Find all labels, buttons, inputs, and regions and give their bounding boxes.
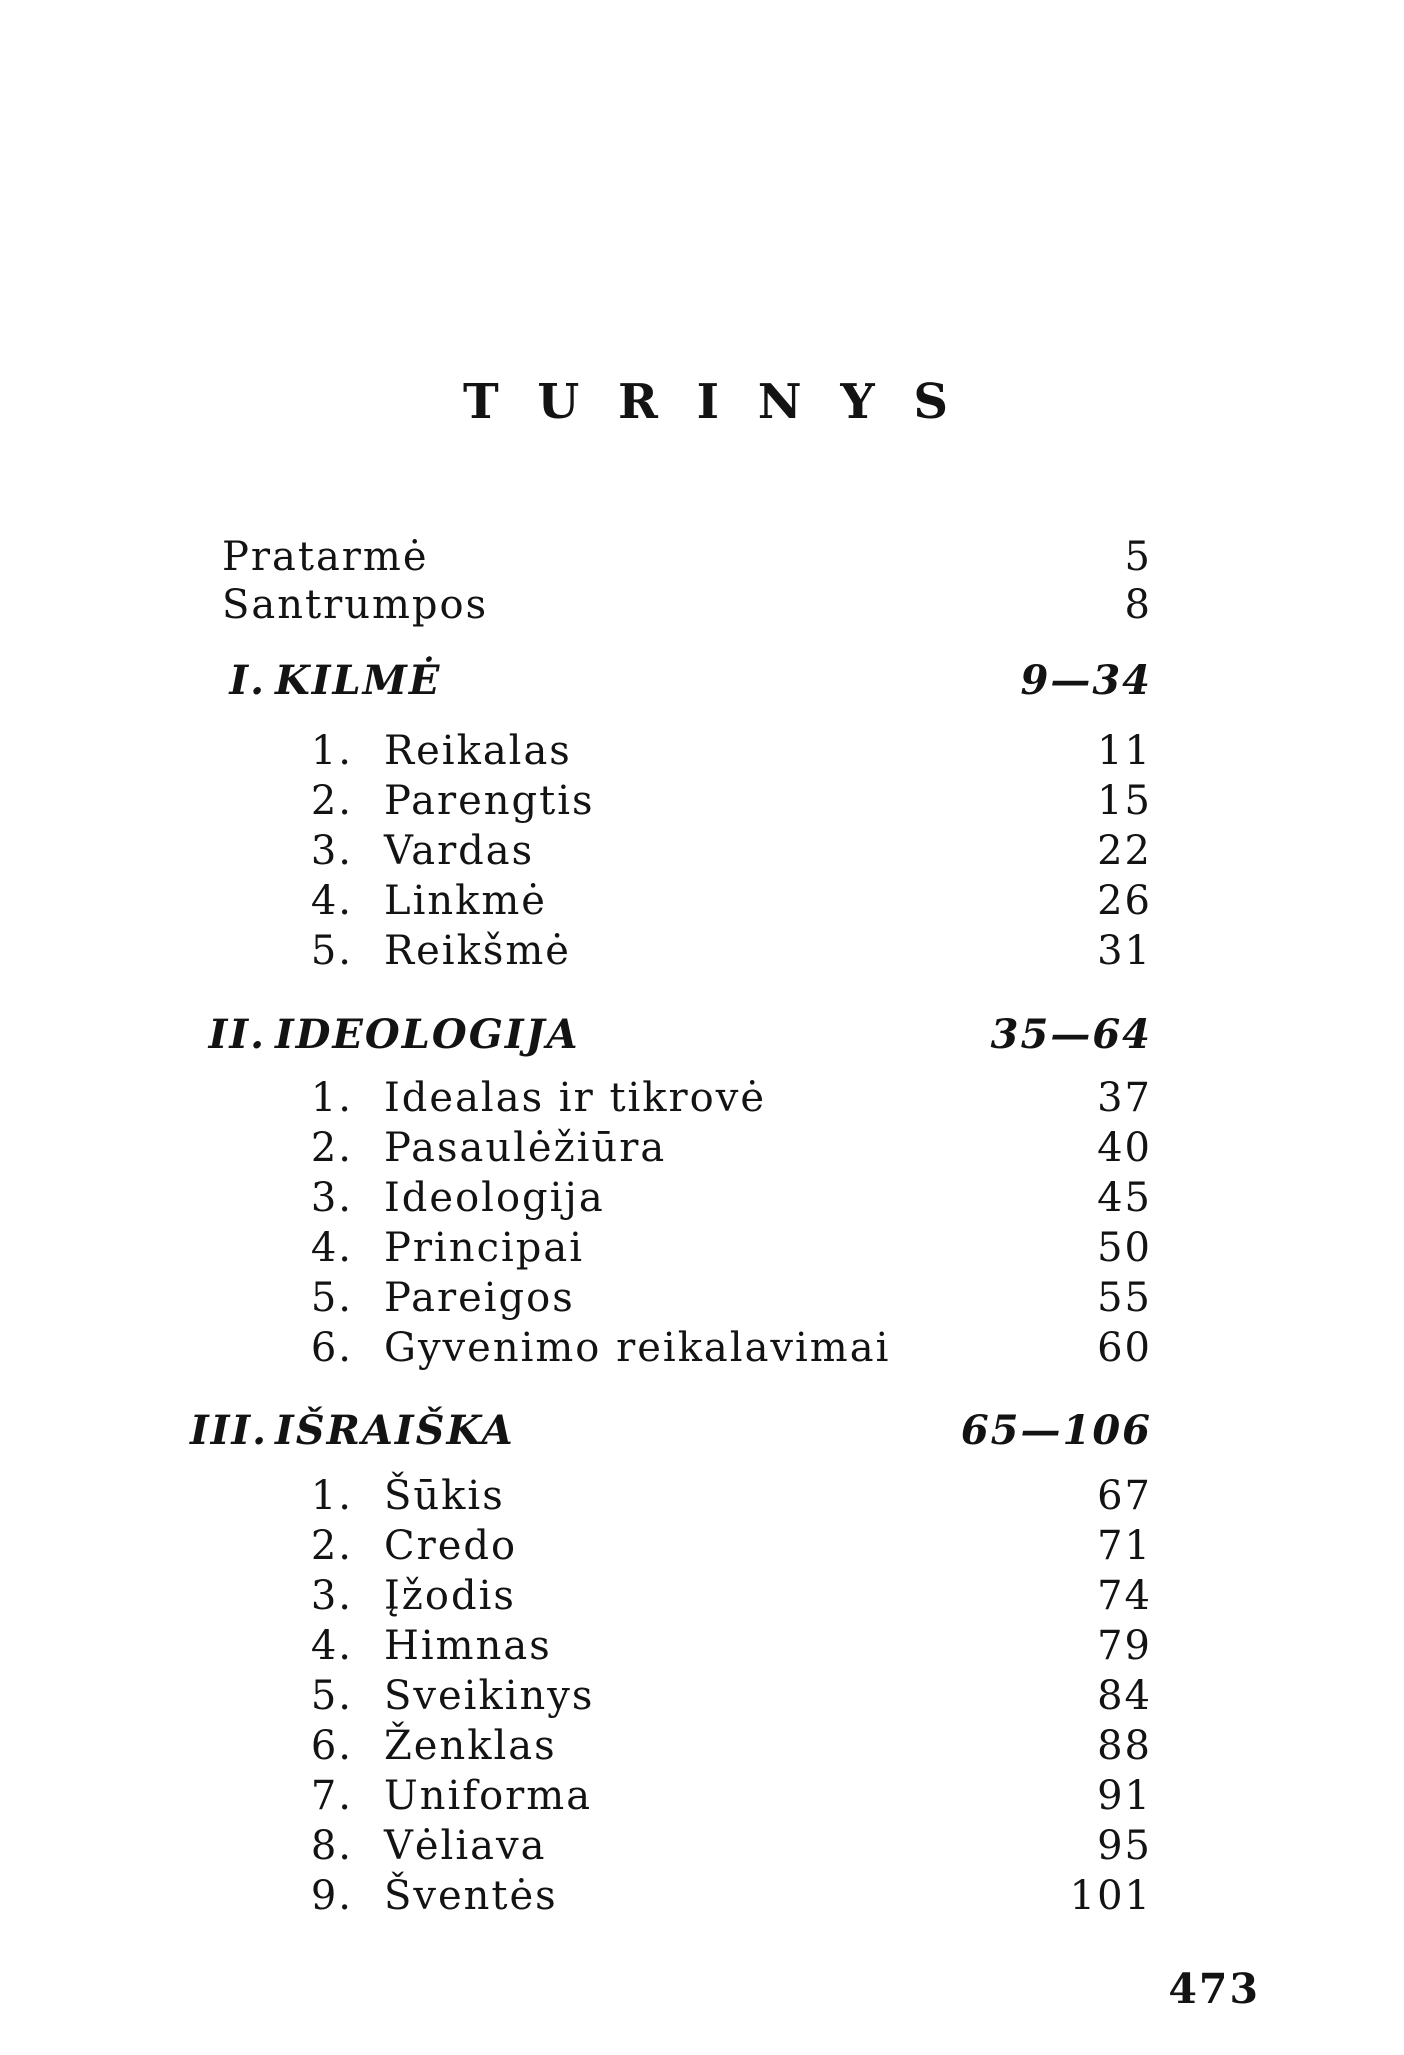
section-heading-left — [190, 1010, 580, 1060]
toc-item-title: Ideologija — [384, 1175, 605, 1221]
toc-item — [190, 826, 1152, 876]
toc-item-title: Vėliava — [384, 1823, 547, 1869]
toc-item-left — [190, 1671, 594, 1721]
toc-item-page: 88 — [1097, 1723, 1152, 1769]
toc-item-page: 91 — [1097, 1773, 1152, 1819]
section-heading-israiska — [190, 1406, 1152, 1456]
toc-item-title: Šūkis — [384, 1473, 505, 1519]
toc-item — [190, 1721, 1152, 1771]
toc-item-page: 26 — [1097, 878, 1152, 924]
toc-item-title: Įžodis — [384, 1573, 516, 1619]
toc-item-title: Himnas — [384, 1623, 552, 1669]
toc-item-page: 67 — [1097, 1473, 1152, 1519]
section-page-range: 9—34 — [1020, 657, 1152, 704]
toc-item-number: 1. — [310, 1473, 353, 1519]
toc-item-number: 2. — [310, 1125, 353, 1171]
section-title: KILMĖ — [275, 657, 442, 704]
toc-item — [190, 1521, 1152, 1571]
toc-item-page: 15 — [1097, 778, 1152, 824]
toc-item-left — [190, 1821, 546, 1871]
toc-item-page: 11 — [1097, 728, 1152, 774]
toc-item — [190, 1323, 1152, 1373]
toc-item-left — [190, 1173, 605, 1223]
section-heading-left — [190, 1406, 515, 1456]
toc-item-title: Linkmė — [384, 878, 547, 924]
toc-item-left — [190, 1571, 516, 1621]
toc-item-left — [190, 1123, 666, 1173]
toc-item-number: 2. — [310, 1523, 353, 1569]
section-numeral: II. — [208, 1011, 266, 1058]
toc-item-left — [190, 826, 534, 876]
toc-item-title: Reikšmė — [384, 928, 571, 974]
section-heading-ideologija — [190, 1010, 1152, 1060]
toc-item — [190, 726, 1152, 776]
section-title: IDEOLOGIJA — [275, 1011, 580, 1058]
toc-item-page: 84 — [1097, 1673, 1152, 1719]
toc-item-page: 71 — [1097, 1523, 1152, 1569]
toc-item-number: 8. — [310, 1823, 353, 1869]
toc-item-page: 50 — [1097, 1225, 1152, 1271]
toc-entry-page: 8 — [1124, 582, 1152, 628]
toc-item — [190, 1471, 1152, 1521]
toc-item — [190, 1771, 1152, 1821]
toc-item-number: 3. — [310, 1175, 353, 1221]
toc-item-left — [190, 1471, 505, 1521]
toc-item — [190, 1223, 1152, 1273]
toc-item-title: Parengtis — [384, 778, 595, 824]
section-heading-kilme — [190, 656, 1152, 706]
toc-item-number: 3. — [310, 1573, 353, 1619]
toc-item-number: 9. — [310, 1873, 353, 1919]
toc-item-number: 1. — [310, 1075, 353, 1121]
toc-entry-pratarme — [190, 533, 1152, 581]
toc-item-left — [190, 1223, 584, 1273]
toc-item-number: 6. — [310, 1723, 353, 1769]
toc-item-number: 5. — [310, 1275, 353, 1321]
toc-entry-page: 5 — [1124, 534, 1152, 580]
toc-item — [190, 876, 1152, 926]
toc-item-left — [190, 1521, 517, 1571]
folio-page-number: 473 — [1168, 1965, 1260, 2013]
toc-item-page: 22 — [1097, 828, 1152, 874]
toc-item-number: 4. — [310, 1225, 353, 1271]
toc-item-page: 45 — [1097, 1175, 1152, 1221]
toc-item-left — [190, 1621, 552, 1671]
toc-item-number: 5. — [310, 1673, 353, 1719]
toc-item — [190, 1871, 1152, 1921]
toc-item — [190, 776, 1152, 826]
toc-item-title: Ženklas — [384, 1723, 557, 1769]
toc-item-title: Reikalas — [384, 728, 572, 774]
page-title: T U R I N Y S — [463, 374, 959, 430]
toc-item-page: 37 — [1097, 1075, 1152, 1121]
toc-item-title: Sveikinys — [384, 1673, 595, 1719]
toc-item-number: 1. — [310, 728, 353, 774]
toc-item-title: Principai — [384, 1225, 585, 1271]
toc-item-left — [190, 926, 571, 976]
toc-item — [190, 1073, 1152, 1123]
toc-item-title: Gyvenimo reikalavimai — [384, 1325, 891, 1371]
toc-item-title: Pasaulėžiūra — [384, 1125, 667, 1171]
toc-item-number: 2. — [310, 778, 353, 824]
toc-item-page: 55 — [1097, 1275, 1152, 1321]
toc-entry-label: Pratarmė — [222, 534, 429, 580]
toc-item-number: 5. — [310, 928, 353, 974]
toc-item-number: 4. — [310, 878, 353, 924]
toc-item-left — [190, 726, 572, 776]
toc-item-number: 7. — [310, 1773, 353, 1819]
toc-item-page: 31 — [1097, 928, 1152, 974]
toc-item-page: 79 — [1097, 1623, 1152, 1669]
toc-item-left — [190, 1273, 575, 1323]
toc-item-page: 60 — [1097, 1325, 1152, 1371]
toc-item — [190, 1571, 1152, 1621]
toc-item-left — [190, 1721, 557, 1771]
section-page-range: 35—64 — [990, 1011, 1152, 1058]
toc-item — [190, 1621, 1152, 1671]
toc-item-left — [190, 876, 547, 926]
toc-item — [190, 1123, 1152, 1173]
toc-entry-label: Santrumpos — [222, 582, 489, 628]
toc-item-left — [190, 1073, 766, 1123]
toc-item — [190, 1173, 1152, 1223]
section-heading-left — [190, 656, 441, 706]
toc-item-page: 40 — [1097, 1125, 1152, 1171]
section-title: IŠRAIŠKA — [275, 1407, 515, 1454]
toc-item-title: Vardas — [384, 828, 535, 874]
toc-item-title: Uniforma — [384, 1773, 593, 1819]
toc-item-page: 74 — [1097, 1573, 1152, 1619]
section-page-range: 65—106 — [960, 1407, 1152, 1454]
section-numeral: I. — [229, 657, 266, 704]
toc-item-left — [190, 1871, 558, 1921]
toc-item-title: Idealas ir tikrovė — [384, 1075, 767, 1121]
toc-item-title: Credo — [384, 1523, 518, 1569]
toc-entry-santrumpos — [190, 581, 1152, 629]
section-numeral: III. — [190, 1407, 269, 1454]
toc-item-page: 95 — [1097, 1823, 1152, 1869]
toc-item-number: 4. — [310, 1623, 353, 1669]
table-of-contents — [190, 533, 1152, 1921]
toc-item-left — [190, 776, 595, 826]
toc-item-left — [190, 1771, 592, 1821]
toc-item-left — [190, 1323, 890, 1373]
toc-item — [190, 1671, 1152, 1721]
toc-item-page: 101 — [1069, 1873, 1152, 1919]
toc-item-number: 3. — [310, 828, 353, 874]
toc-item — [190, 926, 1152, 976]
toc-item — [190, 1821, 1152, 1871]
toc-item — [190, 1273, 1152, 1323]
toc-item-number: 6. — [310, 1325, 353, 1371]
toc-item-title: Šventės — [384, 1873, 558, 1919]
toc-item-title: Pareigos — [384, 1275, 575, 1321]
